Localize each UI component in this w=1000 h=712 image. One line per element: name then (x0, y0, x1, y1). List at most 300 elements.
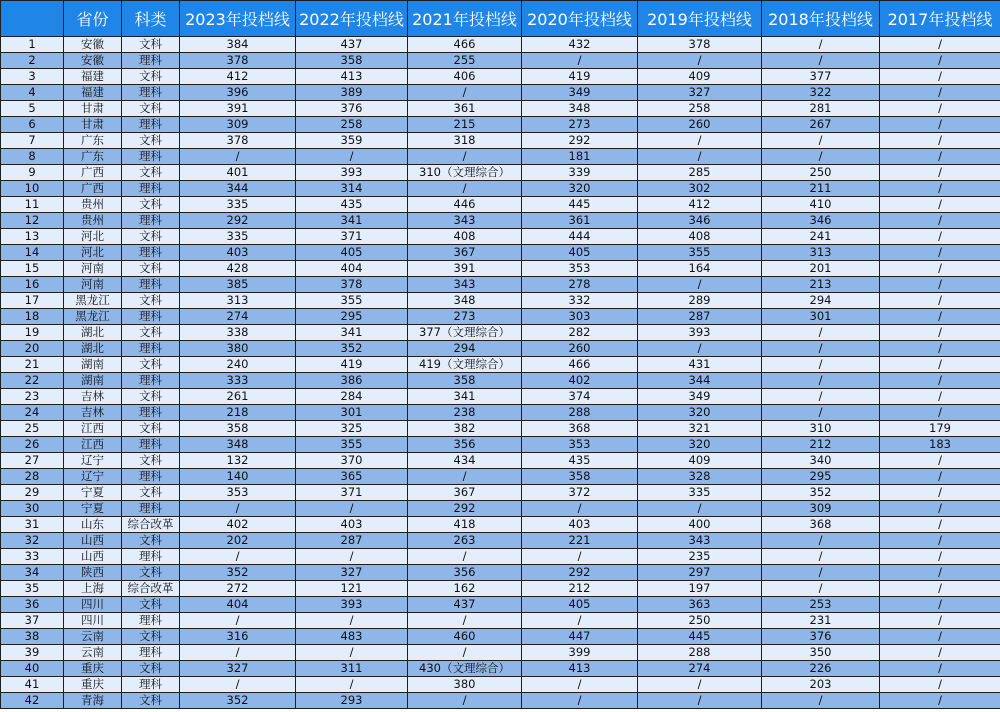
header-index (1, 1, 64, 37)
cell-2020: 260 (522, 341, 638, 357)
cell-2018: / (762, 341, 880, 357)
cell-2018: / (762, 565, 880, 581)
cell-2020: 435 (522, 453, 638, 469)
cell-2019: 327 (638, 85, 762, 101)
cell-2021: 367 (408, 245, 522, 261)
cell-2018: 281 (762, 101, 880, 117)
cell-2019: 335 (638, 485, 762, 501)
cell-index: 40 (1, 661, 64, 677)
cell-category: 综合改革 (122, 517, 180, 533)
cell-2022: / (296, 677, 408, 693)
cell-2017: / (880, 277, 1000, 293)
cell-category: 文科 (122, 597, 180, 613)
cell-2022: 483 (296, 629, 408, 645)
cell-2023: 313 (180, 293, 296, 309)
cell-category: 文科 (122, 421, 180, 437)
cell-2022: 378 (296, 277, 408, 293)
cell-2021: / (408, 613, 522, 629)
cell-2022: 371 (296, 229, 408, 245)
table-row (1, 693, 1000, 709)
cell-2017: / (880, 229, 1000, 245)
cell-2021: 238 (408, 405, 522, 421)
cell-2018: 376 (762, 629, 880, 645)
cell-2019: 260 (638, 117, 762, 133)
cell-2020: / (522, 501, 638, 517)
cell-2022: 352 (296, 341, 408, 357)
cell-2020: 405 (522, 597, 638, 613)
cell-2020: 339 (522, 165, 638, 181)
cell-2023: 261 (180, 389, 296, 405)
cell-province: 河北 (64, 245, 122, 261)
header-2018: 2018年投档线 (762, 1, 880, 37)
cell-2022: 393 (296, 165, 408, 181)
cell-2023: 403 (180, 245, 296, 261)
cell-province: 安徽 (64, 53, 122, 69)
cell-2021: 356 (408, 437, 522, 453)
cell-2023: / (180, 549, 296, 565)
cell-2023: 402 (180, 517, 296, 533)
cell-2022: 386 (296, 373, 408, 389)
cell-index: 28 (1, 469, 64, 485)
cell-category: 理科 (122, 645, 180, 661)
cell-province: 江西 (64, 437, 122, 453)
cell-2023: 412 (180, 69, 296, 85)
cell-province: 福建 (64, 69, 122, 85)
cell-province: 四川 (64, 597, 122, 613)
cell-2022: 419 (296, 357, 408, 373)
cell-2021: 430（文理综合） (408, 661, 522, 677)
cell-category: 理科 (122, 613, 180, 629)
table-row (1, 373, 1000, 389)
cell-2019: 409 (638, 69, 762, 85)
cell-2020: 419 (522, 69, 638, 85)
cell-2023: 428 (180, 261, 296, 277)
cell-2019: 445 (638, 629, 762, 645)
cell-province: 湖北 (64, 341, 122, 357)
cell-2021: 356 (408, 565, 522, 581)
cell-2019: 235 (638, 549, 762, 565)
cell-category: 理科 (122, 149, 180, 165)
cell-2020: 320 (522, 181, 638, 197)
cell-2021: 358 (408, 373, 522, 389)
table-row (1, 517, 1000, 533)
cell-2018: / (762, 581, 880, 597)
cell-2020: 444 (522, 229, 638, 245)
cell-2019: 258 (638, 101, 762, 117)
cell-2022: 295 (296, 309, 408, 325)
cell-2017: / (880, 197, 1000, 213)
cell-index: 19 (1, 325, 64, 341)
cell-2018: 226 (762, 661, 880, 677)
table-row (1, 261, 1000, 277)
cell-2019: / (638, 677, 762, 693)
cell-province: 广东 (64, 149, 122, 165)
cell-2017: / (880, 69, 1000, 85)
table-row (1, 661, 1000, 677)
table-row (1, 485, 1000, 501)
table-row (1, 677, 1000, 693)
cell-2018: 231 (762, 613, 880, 629)
cell-2023: / (180, 149, 296, 165)
cell-2021: 215 (408, 117, 522, 133)
cell-province: 云南 (64, 629, 122, 645)
cell-2019: / (638, 693, 762, 709)
cell-2020: 332 (522, 293, 638, 309)
cell-2018: 340 (762, 453, 880, 469)
cell-2023: / (180, 645, 296, 661)
table-row (1, 565, 1000, 581)
cell-index: 14 (1, 245, 64, 261)
cell-province: 吉林 (64, 389, 122, 405)
cell-category: 综合改革 (122, 581, 180, 597)
cell-province: 广西 (64, 181, 122, 197)
cell-category: 文科 (122, 565, 180, 581)
cell-index: 10 (1, 181, 64, 197)
cell-2021: / (408, 85, 522, 101)
cell-2023: 292 (180, 213, 296, 229)
cell-province: 江西 (64, 421, 122, 437)
cell-2023: 378 (180, 53, 296, 69)
table-row (1, 149, 1000, 165)
cell-category: 理科 (122, 677, 180, 693)
cell-2017: / (880, 133, 1000, 149)
cell-index: 20 (1, 341, 64, 357)
cell-category: 理科 (122, 53, 180, 69)
cell-2021: 419（文理综合） (408, 357, 522, 373)
cell-2021: / (408, 549, 522, 565)
cell-2017: 179 (880, 421, 1000, 437)
cell-2017: / (880, 389, 1000, 405)
cell-2023: 352 (180, 693, 296, 709)
cell-2017: / (880, 549, 1000, 565)
cell-2018: 301 (762, 309, 880, 325)
cell-province: 重庆 (64, 677, 122, 693)
cell-2019: 355 (638, 245, 762, 261)
header-2020: 2020年投档线 (522, 1, 638, 37)
cell-2023: 327 (180, 661, 296, 677)
table-row (1, 325, 1000, 341)
cell-2018: 267 (762, 117, 880, 133)
cell-2023: 316 (180, 629, 296, 645)
cell-2022: 284 (296, 389, 408, 405)
cell-2019: / (638, 277, 762, 293)
cell-2018: 313 (762, 245, 880, 261)
cell-province: 湖南 (64, 373, 122, 389)
cell-index: 42 (1, 693, 64, 709)
cell-2019: 349 (638, 389, 762, 405)
cell-index: 8 (1, 149, 64, 165)
cell-index: 6 (1, 117, 64, 133)
cell-category: 文科 (122, 485, 180, 501)
cell-2018: / (762, 405, 880, 421)
cell-index: 16 (1, 277, 64, 293)
cell-2023: 353 (180, 485, 296, 501)
cell-2020: / (522, 693, 638, 709)
cell-index: 9 (1, 165, 64, 181)
cell-2018: / (762, 389, 880, 405)
cell-2021: 437 (408, 597, 522, 613)
cell-2019: 363 (638, 597, 762, 613)
cell-province: 黑龙江 (64, 309, 122, 325)
cell-2020: 361 (522, 213, 638, 229)
cell-2021: 294 (408, 341, 522, 357)
cell-2019: 408 (638, 229, 762, 245)
cell-2019: 400 (638, 517, 762, 533)
cell-2020: / (522, 549, 638, 565)
cell-province: 湖南 (64, 357, 122, 373)
cell-2022: / (296, 549, 408, 565)
cell-2021: 343 (408, 277, 522, 293)
header-2022: 2022年投档线 (296, 1, 408, 37)
cell-2022: 358 (296, 53, 408, 69)
cell-2017: / (880, 101, 1000, 117)
cell-index: 1 (1, 37, 64, 53)
table-row (1, 309, 1000, 325)
table-row (1, 101, 1000, 117)
cell-province: 宁夏 (64, 485, 122, 501)
cell-2021: 380 (408, 677, 522, 693)
cell-2017: / (880, 309, 1000, 325)
cell-2017: / (880, 245, 1000, 261)
cell-2020: 432 (522, 37, 638, 53)
cell-2022: 371 (296, 485, 408, 501)
cell-province: 云南 (64, 645, 122, 661)
cell-category: 文科 (122, 533, 180, 549)
cell-index: 3 (1, 69, 64, 85)
cell-2023: 240 (180, 357, 296, 373)
table-row (1, 437, 1000, 453)
cell-2022: / (296, 645, 408, 661)
cell-2023: 380 (180, 341, 296, 357)
table-row (1, 469, 1000, 485)
table-row (1, 165, 1000, 181)
cell-2017: / (880, 597, 1000, 613)
cell-category: 理科 (122, 469, 180, 485)
cell-category: 理科 (122, 501, 180, 517)
cell-2020: 349 (522, 85, 638, 101)
cell-2023: 352 (180, 565, 296, 581)
table-row (1, 645, 1000, 661)
cell-2023: / (180, 613, 296, 629)
cell-2023: 384 (180, 37, 296, 53)
cell-2023: 218 (180, 405, 296, 421)
table-row (1, 613, 1000, 629)
cell-2021: 418 (408, 517, 522, 533)
cell-index: 36 (1, 597, 64, 613)
cell-2022: 301 (296, 405, 408, 421)
table-row (1, 357, 1000, 373)
cell-category: 文科 (122, 629, 180, 645)
cell-2017: / (880, 517, 1000, 533)
cell-2023: 309 (180, 117, 296, 133)
cell-2023: 344 (180, 181, 296, 197)
cell-2021: 406 (408, 69, 522, 85)
cell-index: 15 (1, 261, 64, 277)
cell-2020: 282 (522, 325, 638, 341)
cell-province: 山西 (64, 549, 122, 565)
table-row (1, 69, 1000, 85)
cell-2020: 413 (522, 661, 638, 677)
cell-category: 文科 (122, 293, 180, 309)
cell-2020: 181 (522, 149, 638, 165)
cell-category: 理科 (122, 181, 180, 197)
cell-2019: 344 (638, 373, 762, 389)
cell-2020: / (522, 613, 638, 629)
cell-index: 27 (1, 453, 64, 469)
cell-2021: 446 (408, 197, 522, 213)
cell-category: 理科 (122, 117, 180, 133)
cell-2019: 431 (638, 357, 762, 373)
cell-2019: 274 (638, 661, 762, 677)
cell-2019: / (638, 501, 762, 517)
cell-2023: / (180, 501, 296, 517)
cell-index: 4 (1, 85, 64, 101)
cell-category: 文科 (122, 101, 180, 117)
cell-2023: 272 (180, 581, 296, 597)
table-row (1, 629, 1000, 645)
cell-index: 13 (1, 229, 64, 245)
cell-2022: 258 (296, 117, 408, 133)
table-row (1, 389, 1000, 405)
cell-province: 甘肃 (64, 117, 122, 133)
cell-2018: / (762, 37, 880, 53)
cell-2019: 328 (638, 469, 762, 485)
cell-2023: 202 (180, 533, 296, 549)
cell-2017: 183 (880, 437, 1000, 453)
cell-index: 29 (1, 485, 64, 501)
cell-2019: 287 (638, 309, 762, 325)
cell-2018: 368 (762, 517, 880, 533)
header-row (1, 1, 1000, 37)
cell-province: 陕西 (64, 565, 122, 581)
cell-2022: 393 (296, 597, 408, 613)
cell-index: 35 (1, 581, 64, 597)
cell-2019: 412 (638, 197, 762, 213)
table-row (1, 213, 1000, 229)
cell-2018: 295 (762, 469, 880, 485)
cell-2018: 213 (762, 277, 880, 293)
cell-category: 文科 (122, 389, 180, 405)
cell-category: 文科 (122, 453, 180, 469)
cell-category: 理科 (122, 405, 180, 421)
cell-2019: 289 (638, 293, 762, 309)
cell-2021: / (408, 693, 522, 709)
cell-2018: / (762, 149, 880, 165)
cell-2017: / (880, 357, 1000, 373)
cell-2017: / (880, 117, 1000, 133)
cell-province: 安徽 (64, 37, 122, 53)
cell-province: 四川 (64, 613, 122, 629)
cell-2021: 382 (408, 421, 522, 437)
cell-2017: / (880, 661, 1000, 677)
cell-province: 河北 (64, 229, 122, 245)
table-row (1, 37, 1000, 53)
cell-2017: / (880, 53, 1000, 69)
cell-2018: 350 (762, 645, 880, 661)
cell-2021: / (408, 181, 522, 197)
header-2021: 2021年投档线 (408, 1, 522, 37)
cell-2017: / (880, 341, 1000, 357)
cell-province: 辽宁 (64, 453, 122, 469)
cell-index: 12 (1, 213, 64, 229)
cell-2020: 292 (522, 565, 638, 581)
cell-2021: / (408, 645, 522, 661)
cell-2020: 212 (522, 581, 638, 597)
cell-2023: 385 (180, 277, 296, 293)
cell-province: 贵州 (64, 213, 122, 229)
cell-index: 41 (1, 677, 64, 693)
cell-2018: 211 (762, 181, 880, 197)
cell-2018: / (762, 693, 880, 709)
cell-category: 文科 (122, 133, 180, 149)
cell-index: 26 (1, 437, 64, 453)
cell-2023: 391 (180, 101, 296, 117)
cell-2020: 466 (522, 357, 638, 373)
cell-2020: 402 (522, 373, 638, 389)
cell-2019: 288 (638, 645, 762, 661)
cell-2023: 396 (180, 85, 296, 101)
cell-2019: 320 (638, 405, 762, 421)
cell-2021: 318 (408, 133, 522, 149)
cell-2017: / (880, 405, 1000, 421)
cell-2023: 140 (180, 469, 296, 485)
table-row (1, 549, 1000, 565)
cell-2018: 201 (762, 261, 880, 277)
cell-2020: 303 (522, 309, 638, 325)
cell-2022: 287 (296, 533, 408, 549)
cell-2018: / (762, 533, 880, 549)
cell-2022: 341 (296, 325, 408, 341)
cell-2020: / (522, 677, 638, 693)
cell-2022: 370 (296, 453, 408, 469)
cell-2018: 410 (762, 197, 880, 213)
header-2019: 2019年投档线 (638, 1, 762, 37)
cell-2021: 466 (408, 37, 522, 53)
cell-2020: 445 (522, 197, 638, 213)
cell-2022: 355 (296, 293, 408, 309)
cell-2021: 341 (408, 389, 522, 405)
cell-province: 辽宁 (64, 469, 122, 485)
cell-2020: 403 (522, 517, 638, 533)
table-row (1, 421, 1000, 437)
cell-2021: 348 (408, 293, 522, 309)
cell-2019: 302 (638, 181, 762, 197)
cell-2021: 391 (408, 261, 522, 277)
cell-category: 理科 (122, 309, 180, 325)
cell-2021: / (408, 469, 522, 485)
cell-2017: / (880, 501, 1000, 517)
cell-index: 33 (1, 549, 64, 565)
cell-2022: 389 (296, 85, 408, 101)
cell-2018: / (762, 325, 880, 341)
cell-2022: 311 (296, 661, 408, 677)
cell-index: 23 (1, 389, 64, 405)
cell-index: 39 (1, 645, 64, 661)
cell-2020: 447 (522, 629, 638, 645)
cell-2022: 437 (296, 37, 408, 53)
cell-2018: 377 (762, 69, 880, 85)
cell-2021: 460 (408, 629, 522, 645)
cell-2020: 273 (522, 117, 638, 133)
cell-2017: / (880, 373, 1000, 389)
cell-2020: 221 (522, 533, 638, 549)
cell-2018: 322 (762, 85, 880, 101)
cell-index: 18 (1, 309, 64, 325)
table-row (1, 245, 1000, 261)
cell-province: 黑龙江 (64, 293, 122, 309)
cell-2018: 241 (762, 229, 880, 245)
cell-2021: / (408, 149, 522, 165)
